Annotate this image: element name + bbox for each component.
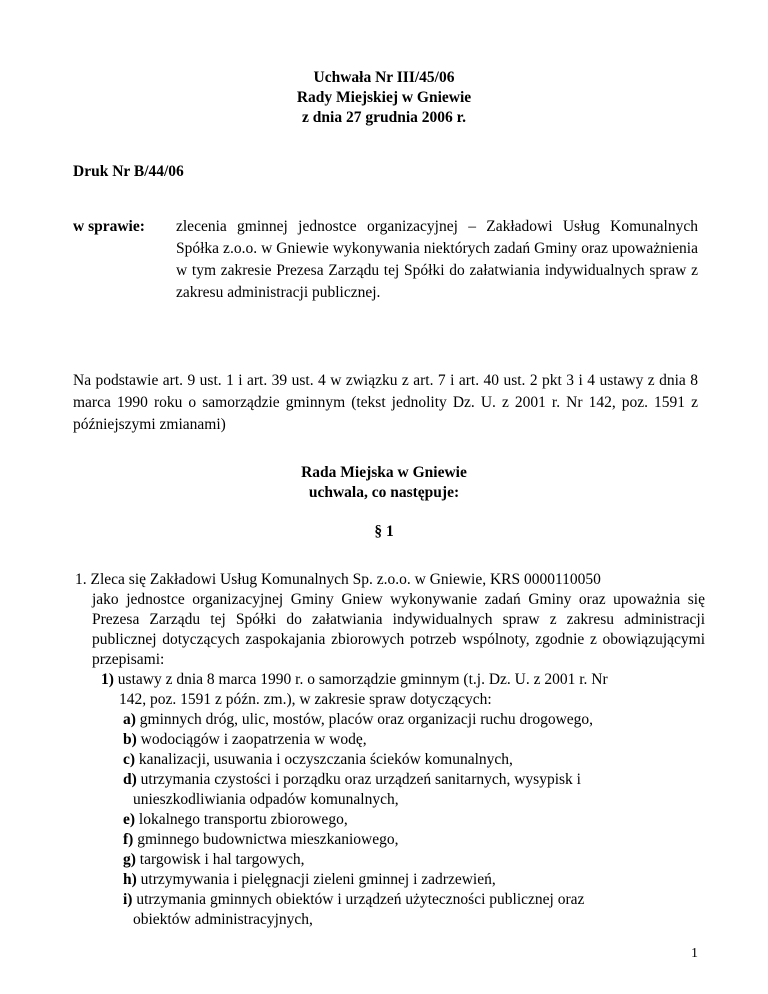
subject-label: w sprawie: bbox=[73, 218, 145, 235]
subpoint-1 bbox=[75, 670, 705, 710]
resolution-title bbox=[0, 68, 768, 128]
resolution-date: z dnia 27 grudnia 2006 r. bbox=[302, 109, 466, 126]
page-number: 1 bbox=[691, 946, 698, 961]
item-text: lokalnego transportu zbiorowego, bbox=[135, 811, 348, 828]
council-resolves bbox=[0, 463, 768, 503]
item-letter: g) bbox=[123, 851, 136, 868]
item-text: utrzymania czystości i porządku oraz urządzeń sanitarnych, wysypisk i bbox=[136, 771, 581, 788]
item-letter: b) bbox=[123, 731, 137, 748]
print-number: Druk Nr B/44/06 bbox=[73, 163, 184, 180]
legal-basis: Na podstawie art. 9 ust. 1 i art. 39 ust. 4 w związku z art. 7 i art. 40 ust. 2 pkt 3 i 4 ustawy z dnia 8 marca 1990 roku o samorządzie gminnym (tekst jednolity Dz. U. z 2001 r. Nr 142, poz. 1591 z późniejszymi zmianami) bbox=[73, 372, 698, 433]
subpoint-1-continuation: 142, poz. 1591 z późn. zm.), w zakresie spraw dotyczących: bbox=[119, 691, 492, 708]
resolves-heading: uchwala, co następuje: bbox=[308, 484, 460, 501]
item-letter: i) bbox=[123, 891, 133, 908]
list-item bbox=[75, 850, 705, 870]
resolution-number: Uchwała Nr III/45/06 bbox=[313, 69, 455, 86]
list-item bbox=[75, 750, 705, 770]
subject-block bbox=[73, 216, 698, 304]
item-letter: d) bbox=[123, 771, 137, 788]
subpoint-1-number: 1) bbox=[101, 671, 114, 688]
council-name: Rady Miejskiej w Gniewie bbox=[296, 89, 472, 106]
item-text: wodociągów i zaopatrzenia w wodę, bbox=[136, 731, 367, 748]
item-letter: e) bbox=[123, 811, 136, 828]
item-letter: f) bbox=[123, 831, 134, 848]
list-item bbox=[75, 890, 705, 930]
subject-text: zlecenia gminnej jednostce organizacyjnej – Zakładowi Usług Komunalnych Spółka z.o.o. w Gniewie wykonywania niektórych zadań Gminy oraz upoważnienia w tym zakresie Prezesa Zarządu tej Spółki do załatwiania indywidualnych spraw z zakresu administracji publicznej. bbox=[176, 218, 698, 301]
list-item bbox=[75, 770, 705, 810]
point-1-continuation: jako jednostce organizacyjnej Gminy Gniew wykonywanie zadań Gminy oraz upoważnia się Prezesa Zarządu tej Spółki do załatwiania indywidualnych spraw z zakresu administracji publicznej dotyczących zaspokajania zbiorowych potrzeb wspólnoty, zgodnie z obowiązującymi przepisami: bbox=[92, 591, 705, 668]
item-text: utrzymania gminnych obiektów i urządzeń użyteczności publicznej oraz bbox=[132, 891, 585, 908]
item-text: kanalizacji, usuwania i oczyszczania ścieków komunalnych, bbox=[135, 751, 513, 768]
list-item bbox=[75, 710, 705, 730]
list-item bbox=[75, 810, 705, 830]
item-letter: h) bbox=[123, 871, 137, 888]
list-item bbox=[75, 870, 705, 890]
point-1 bbox=[75, 570, 705, 670]
item-letter: c) bbox=[123, 751, 136, 768]
item-continuation: obiektów administracyjnych, bbox=[133, 911, 313, 928]
item-continuation: unieszkodliwiania odpadów komunalnych, bbox=[133, 791, 399, 808]
list-item bbox=[75, 730, 705, 750]
council-heading: Rada Miejska w Gniewie bbox=[301, 464, 467, 481]
item-text: gminnych dróg, ulic, mostów, placów oraz organizacji ruchu drogowego, bbox=[135, 711, 594, 728]
item-text: gminnego budownictwa mieszkaniowego, bbox=[133, 831, 399, 848]
list-item bbox=[75, 830, 705, 850]
section-1-body bbox=[75, 570, 705, 930]
subpoint-1-text: ustawy z dnia 8 marca 1990 r. o samorządzie gminnym (t.j. Dz. U. z 2001 r. Nr bbox=[113, 671, 608, 688]
point-1-first-line: 1. Zleca się Zakładowi Usług Komunalnych Sp. z.o.o. w Gniewie, KRS 0000110050 bbox=[75, 571, 601, 588]
item-text: utrzymywania i pielęgnacji zieleni gminnej i zadrzewień, bbox=[136, 871, 496, 888]
item-text: targowisk i hal targowych, bbox=[135, 851, 305, 868]
paragraph-sign: § 1 bbox=[374, 523, 394, 540]
item-letter: a) bbox=[123, 711, 136, 728]
